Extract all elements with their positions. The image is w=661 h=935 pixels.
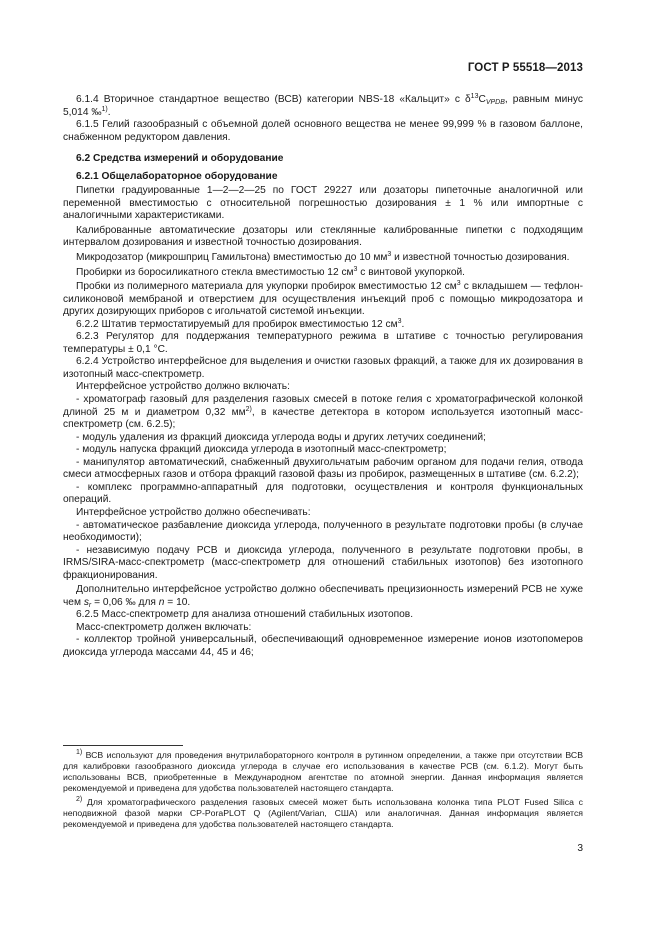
paragraph-plugs bbox=[63, 281, 583, 319]
subscript: r bbox=[88, 601, 92, 609]
text-run: Микродозатор (микрошприц Гамильтона) вместимостью до 10 мм bbox=[76, 252, 388, 264]
text-run: = 10. bbox=[164, 596, 191, 608]
list-item-dilution: - автоматическое разбавление диоксида углерода, полученного в результате подготовки пробы (в случае необходимости); bbox=[63, 519, 583, 544]
main-text bbox=[63, 94, 583, 660]
list-item-chromatograph bbox=[63, 394, 583, 432]
footnotes bbox=[63, 750, 583, 833]
footnote-ref-1: 1) bbox=[101, 105, 108, 113]
list-item-manipulator: - манипулятор автоматический, снабженный двухигольчатым рабочим органом для подачи гелия, отвода смеси атмосферных газов и отбора фракций газовой фазы из пробирок, размещенных в штативе (см. 6.2.2); bbox=[63, 456, 583, 481]
paragraph-6-2-4: 6.2.4 Устройство интерфейсное для выделения и очистки газовых фракций, а также для их дозирования в изотопный масс-спектрометр. bbox=[63, 356, 583, 380]
text-run: , в качестве детектора в котором используется изотопный масс-спектрометр (см. 6.2.5); bbox=[63, 406, 583, 431]
paragraph-6-2-3: 6.2.3 Регулятор для поддержания температурного режима в штативе с точностью регулирования температуры ± 0,1 °С. bbox=[63, 331, 583, 355]
text-run: = 0,06 ‰ для bbox=[91, 596, 159, 608]
page-number: 3 bbox=[577, 843, 583, 854]
list-item-inlet-module: - модуль напуска фракций диоксида углерода в изотопный масс-спектрометр; bbox=[76, 444, 447, 456]
text-run: Пробирки из боросиликатного стекла вместимостью 12 см bbox=[76, 266, 354, 278]
footnote-text: Для хроматографического разделения газовых смесей может быть использована колонка типа PLOT Fused Silica с неподвижной фазой марки CP-PoraPLOT Q (Agilent/Varian, США) или аналогичная. Данная информация является рекомендуемой и приведена для удобства пользователей настоящего стандарта. bbox=[63, 797, 583, 829]
list-item-removal-module: - модуль удаления из фракций диоксида углерода воды и других летучих соединений; bbox=[76, 431, 486, 443]
footnote-mark: 2) bbox=[76, 796, 83, 803]
superscript: 3 bbox=[353, 265, 358, 273]
paragraph-precision bbox=[63, 584, 583, 609]
footnote-1 bbox=[63, 750, 583, 794]
paragraph-pipettes: Пипетки градуированные 1—2—2—25 по ГОСТ 29227 или дозаторы пипеточные аналогичной или переменной вместимостью с относительной погрешностью дозирования ± 1 % или импортные с аналогичными характеристиками. bbox=[63, 185, 583, 222]
text-run: . bbox=[401, 318, 405, 330]
text-run: с винтовой укупоркой. bbox=[357, 266, 466, 278]
paragraph-6-2-2 bbox=[63, 319, 583, 332]
text-run: , равным минус 5,014 ‰ bbox=[63, 94, 583, 118]
footnote-divider bbox=[63, 745, 183, 746]
paragraph-tubes bbox=[63, 267, 583, 280]
symbol-n: n bbox=[158, 596, 165, 608]
superscript: 3 bbox=[397, 317, 402, 325]
text-run: . bbox=[107, 106, 111, 118]
footnote-2 bbox=[63, 797, 583, 830]
standard-header: ГОСТ Р 55518—2013 bbox=[467, 62, 583, 74]
footnote-ref-2: 2) bbox=[245, 405, 252, 413]
superscript: 3 bbox=[387, 251, 392, 259]
list-item-complex: - комплекс программно-аппаратный для подготовки, осуществления и контроля функциональных операций. bbox=[63, 481, 583, 506]
paragraph-6-1-4 bbox=[63, 94, 583, 119]
symbol-s: s bbox=[83, 596, 89, 608]
paragraph-microdoser bbox=[63, 252, 583, 265]
text-run: - хроматограф газовый для разделения газовых смесей в потоке гелия с хроматографической колонкой длиной 25 м и диаметром 0,32 мм bbox=[63, 394, 583, 418]
section-heading-6-2-1: 6.2.1 Общелабораторное оборудование bbox=[76, 170, 278, 182]
section-heading-6-2: 6.2 Средства измерений и оборудование bbox=[76, 153, 284, 165]
text-run: C bbox=[478, 94, 486, 105]
subscript: VPDB bbox=[485, 99, 505, 106]
text-run: Дополнительно интерфейсное устройство должно обеспечивать прецизионность измерений РСВ не хуже чем bbox=[63, 584, 583, 608]
list-item-collector: - коллектор тройной универсальный, обеспечивающий одновременное измерение ионов изотопомеров диоксида углерода массами 44, 45 и 46; bbox=[63, 634, 583, 658]
text-run: с вкладышем — тефлон-силиконовой мембраной и отверстием для осуществления инъекций проб с помощью микродозатора и других дозирующих приборов с игольчатой системой инъекции. bbox=[63, 281, 583, 318]
text-run: Пробки из полимерного материала для укупорки пробирок вместимостью 12 см bbox=[76, 281, 457, 293]
paragraph-6-1-5: 6.1.5 Гелий газообразный с объемной долей основного вещества не менее 99,999 % в газовом баллоне, снабженном редуктором давления. bbox=[63, 119, 583, 143]
paragraph-6-2-5: 6.2.5 Масс-спектрометр для анализа отношений стабильных изотопов. bbox=[76, 609, 414, 621]
superscript: 13 bbox=[470, 93, 479, 100]
list-item-feed: - независимую подачу РСВ и диоксида углерода, полученного в результате подготовки пробы, в IRMS/SIRA-масс-спектрометр (масс-спектрометр для отношений стабильных изотопов) без изотопного фракционирования. bbox=[63, 544, 583, 581]
superscript: 3 bbox=[456, 280, 461, 288]
footnote-text: ВСВ используют для проведения внутрилабораторного контроля в рутинном определении, а также при отсутствии ВСВ для калибровки газообразного диоксида углерода в случае его использования в качестве РСВ (см. 6.1.2). Могут быть использованы ВСВ, приобретенные в Международном агентстве по атомной энергии. Данная информация является рекомендуемой и приведена для удобства пользователей настоящего стандарта. bbox=[63, 750, 583, 793]
text-run: и известной точностью дозирования. bbox=[391, 252, 570, 264]
paragraph-provide: Интерфейсное устройство должно обеспечивать: bbox=[76, 506, 311, 518]
paragraph-calibrated: Калиброванные автоматические дозаторы или стеклянные калиброванные пипетки с подходящим интервалом дозирования и известной точностью дозирования. bbox=[63, 224, 583, 249]
paragraph-include: Интерфейсное устройство должно включать: bbox=[76, 381, 290, 393]
text-run: 6.2.2 Штатив термостатируемый для пробирок вместимостью 12 см bbox=[76, 318, 398, 330]
paragraph-ms-include: Масс-спектрометр должен включать: bbox=[76, 621, 252, 633]
footnote-mark: 1) bbox=[76, 749, 83, 756]
text-run: 6.1.4 Вторичное стандартное вещество (ВСВ) категории NBS-18 «Кальцит» с δ bbox=[76, 94, 471, 105]
